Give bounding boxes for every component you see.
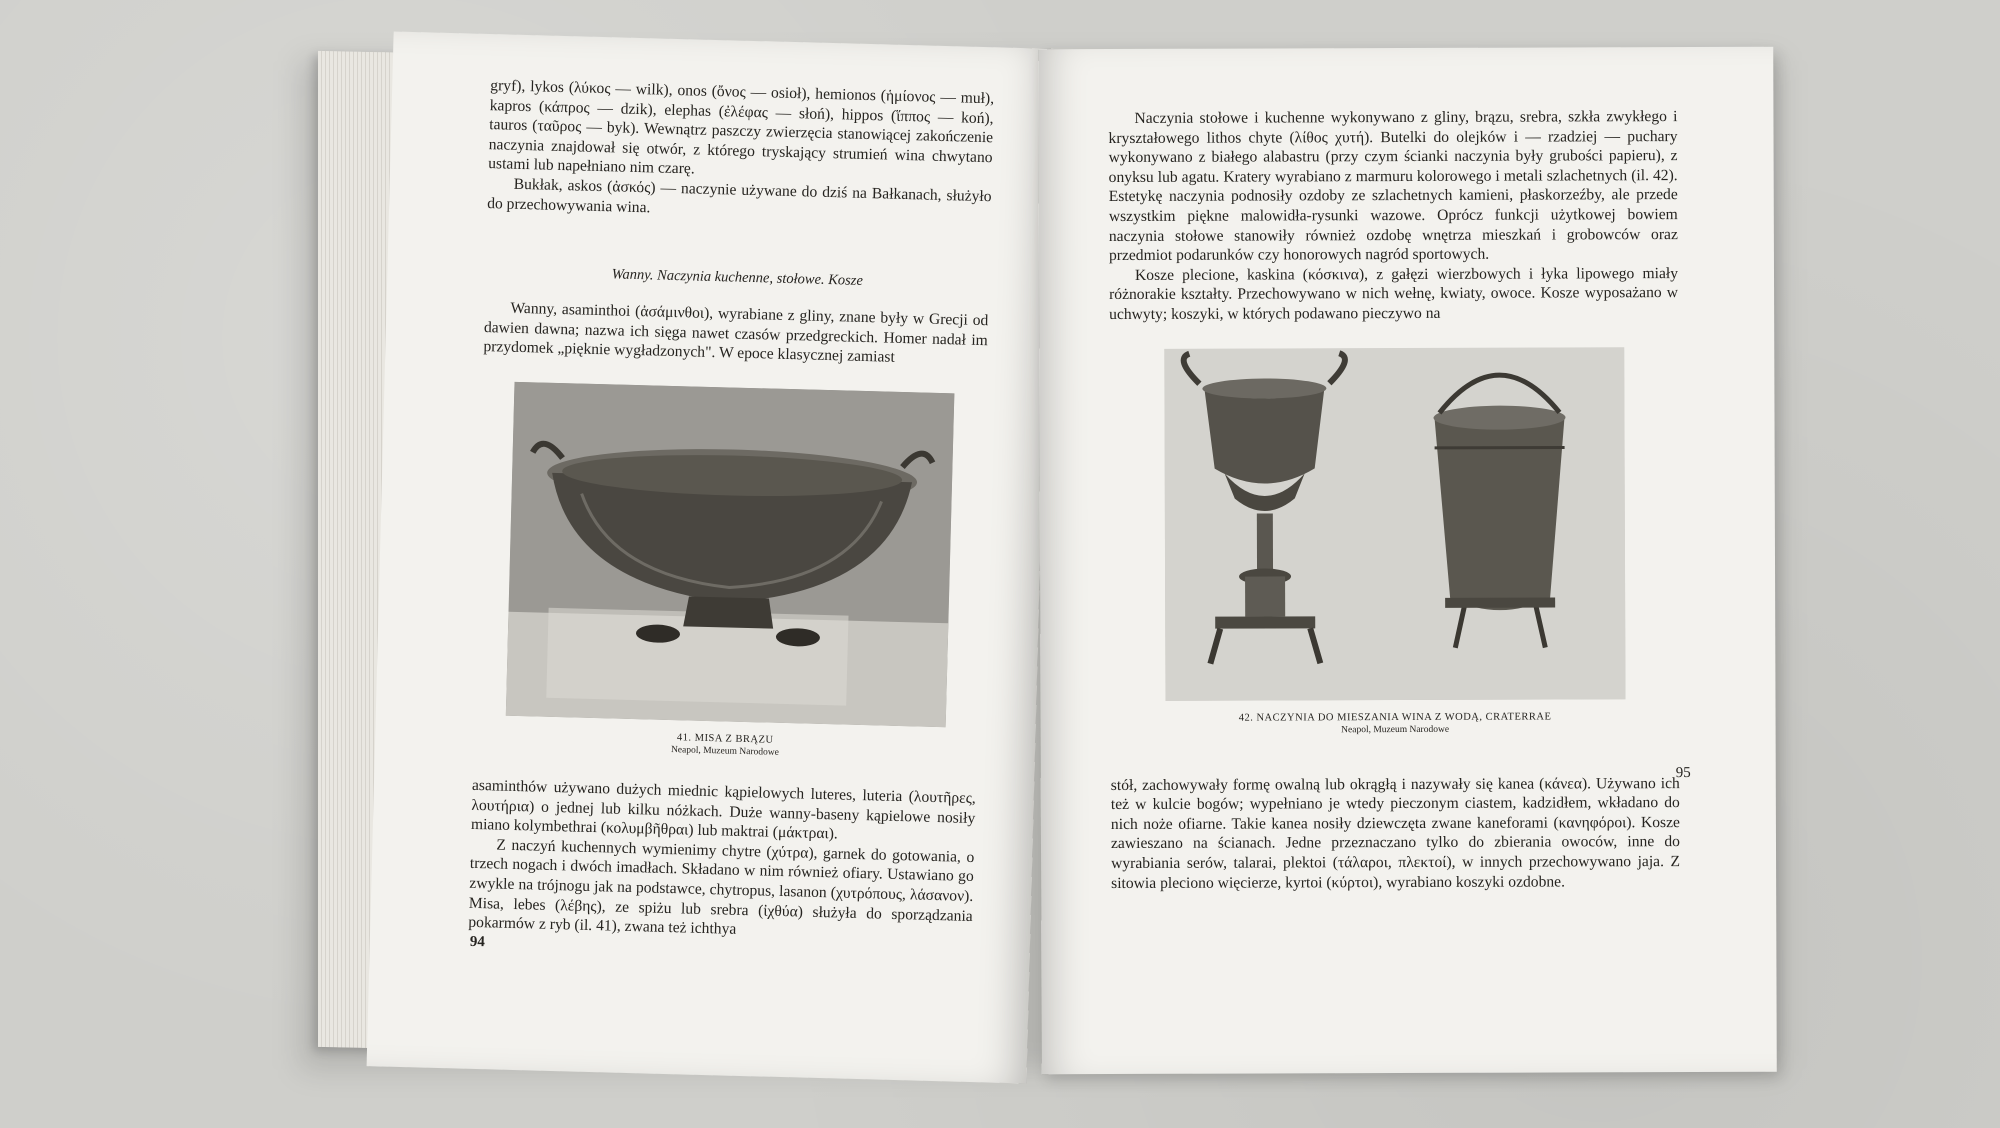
page-number-left: 94: [469, 933, 486, 951]
figure-41-caption: [473, 727, 977, 763]
section-heading: Wanny. Naczynia kuchenne, stołowe. Kosze: [611, 266, 864, 290]
right-paragraph-1: Naczynia stołowe i kuchenne wykonywano z gliny, brązu, srebra, szkła zwykłego i kryształowego lithos chyte (λίθος χυτή). Butelki do olejków i — rzadziej — puchary wykonywano z białego alabastru (przy czym ścianki naczynia były grubości papieru), z onyksu lub agatu. Kratery wyrabiano z marmuru kolorowego i metali szlachetnych (il. 42). Estetykę naczynia podnosiły ozdoby ze szlachetnych kamieni, płaskorzeźby, ale przede wszystkim piękne malowidła-rysunki wazowe. Oprócz funkcji użytkowej bowiem naczynia stołowe stanowiły również ozdobę wnętrza mieszkań i grobowców oraz przedmiot podarunków czy honorowych nagród sportowych.: [1108, 108, 1678, 265]
left-paragraph-1: gryf), lykos (λύκος — wilk), onos (ὄνος — osioł), hemionos (ἡμίονος — muł), kapros (κάπρος — dzik), elephas (ἐλέφας — słoń), hippos (ἵππος — koń), tauros (ταῦρος — byk). Wewnątrz paszczy zwierzęcia stanowiącej zakończenie naczynia znajdował się otwór, z którego tryskający strumień wina chwytano ustami lub napełniano nim czarę.: [488, 77, 995, 178]
figure-41-source: Neapol, Muzeum Narodowe: [670, 744, 779, 758]
left-paragraph-4: Z naczyń kuchennych wymienimy chytre (χύτρα), garnek do gotowania, o trzech nogach i dwóch imadłach. Składano w nim również ofiary. Ustawiano go zwykle na trójnogu jak na podstawce, chytropus, lasanon (χυτρόπους, λάσανον). Misa, lebes (λέβης), ze spiżu lub srebra (ἰχθύα) służyła do sporządzania pokarmów z ryb (il. 41), zwana też ichthya: [468, 836, 975, 938]
right-page: [1038, 47, 1777, 1075]
right-paragraph-2: Kosze plecione, kaskina (κόσκινα), z gałęzi wierzbowych i łyka lipowego miały różnorakie kształty. Przechowywano w nich wełnę, kwiaty, owoce. Kosze wyposażano w uchwyty; koszyki, w których podawano pieczywo na: [1109, 264, 1679, 323]
figure-41-title: 41. MISA Z BRĄZU: [676, 732, 774, 746]
figure-42-title: 42. NACZYNIA DO MIESZANIA WINA Z WODĄ, CRATERRAE: [1238, 711, 1552, 724]
figure-42-source: Neapol, Muzeum Narodowe: [1341, 724, 1450, 735]
page-number-right: 95: [1675, 765, 1691, 782]
right-paragraph-3: stół, zachowywały formę owalną lub okrągłą i nazywały się kanea (κάνεα). Używano ich też w kulcie bogów; wypełniano je wtedy pieczonym ciastem, kadzidłem, wkładano do nich noże ofiarne. Takie kanea nosiły dziewczęta zwane kaneforami (κανηφόροι). Kosze zawieszano na ścianach. Jedne przeznaczano tylko do zbierania owoców, inne do wyrabiania serów, talarai, plektoi (τάλαροι, πλεκτοί), w innych przechowywano jaja. Z sitowia pleciono więcierze, kyrtoi (κύρτοι), wyrabiano koszyki ozdobne.: [1110, 774, 1681, 892]
left-page: [367, 32, 1054, 1084]
bronze-bowl-illustration: [506, 382, 955, 727]
left-paragraph-2: Bukłak, askos (ἀσκός) — naczynie używane do dziś na Bałkanach, służyło do przechowywania wina.: [486, 175, 992, 216]
bronze-bowl-photo: [506, 382, 955, 727]
crater-vessels-photo: [1164, 347, 1625, 701]
left-paragraph-wanny: Wanny, asaminthoi (ἀσάμινθοι), wyrabiane z gliny, znane były w Grecji od dawien dawna; nazwa ich sięga nawet czasów przedgreckich. Homer nadał im przydomek „pięknie wygładzonych". W epoce klasycznej zamiast: [483, 299, 989, 367]
left-paragraph-3: asaminthów używano dużych miednic kąpielowych luteres, luteria (λουτῆρες, λουτήρια) o jednej lub kilku nóżkach. Duże wanny-baseny kąpielowe nosiły miano kolymbethrai (κολυμβῆθραι) lub maktrai (μάκτραι).: [470, 776, 977, 843]
crater-vessels-illustration: [1164, 347, 1625, 701]
figure-42-caption: [1111, 711, 1680, 736]
